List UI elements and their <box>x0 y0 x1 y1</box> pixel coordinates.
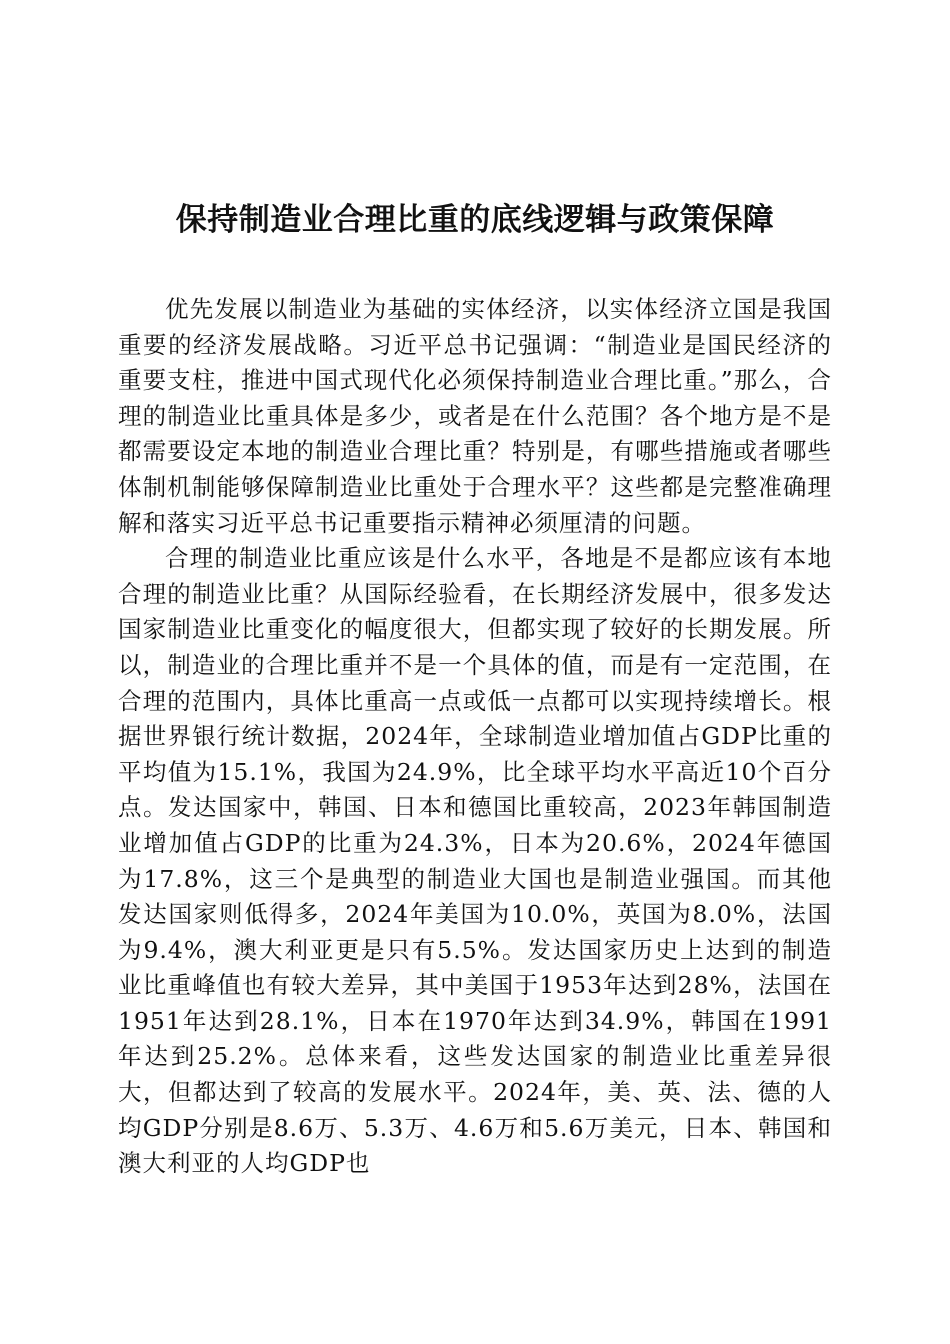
document-body <box>118 292 832 1182</box>
document-title: 保持制造业合理比重的底线逻辑与政策保障 <box>175 202 775 238</box>
paragraph-1: 优先发展以制造业为基础的实体经济，以实体经济立国是我国重要的经济发展战略。习近平总书记强调：“制造业是国民经济的重要支柱，推进中国式现代化必须保持制造业合理比重。”那么，合理的制造业比重具体是多少，或者是在什么范围？各个地方是不是都需要设定本地的制造业合理比重？特别是，有哪些措施或者哪些体制机制能够保障制造业比重处于合理水平？这些都是完整准确理解和落实习近平总书记重要指示精神必须厘清的问题。 <box>118 295 832 537</box>
paragraph-2: 合理的制造业比重应该是什么水平，各地是不是都应该有本地合理的制造业比重？从国际经验看，在长期经济发展中，很多发达国家制造业比重变化的幅度很大，但都实现了较好的长期发展。所以，制造业的合理比重并不是一个具体的值，而是有一定范围，在合理的范围内，具体比重高一点或低一点都可以实现持续增长。根据世界银行统计数据，2024年，全球制造业增加值占GDP比重的平均值为15.1%，我国为24.9%，比全球平均水平高近10个百分点。发达国家中，韩国、日本和德国比重较高，2023年韩国制造业增加值占GDP的比重为24.3%，日本为20.6%，2024年德国为17.8%，这三个是典型的制造业大国也是制造业强国。而其他发达国家则低得多，2024年美国为10.0%，英国为8.0%，法国为9.4%，澳大利亚更是只有5.5%。发达国家历史上达到的制造业比重峰值也有较大差异，其中美国于1953年达到28%，法国在1951年达到28.1%，日本在1970年达到34.9%，韩国在1991年达到25.2%。总体来看，这些发达国家的制造业比重差异很大，但都达到了较高的发展水平。2024年，美、英、法、德的人均GDP分别是8.6万、5.3万、4.6万和5.6万美元，日本、韩国和澳大利亚的人均GDP也 <box>118 544 832 1178</box>
